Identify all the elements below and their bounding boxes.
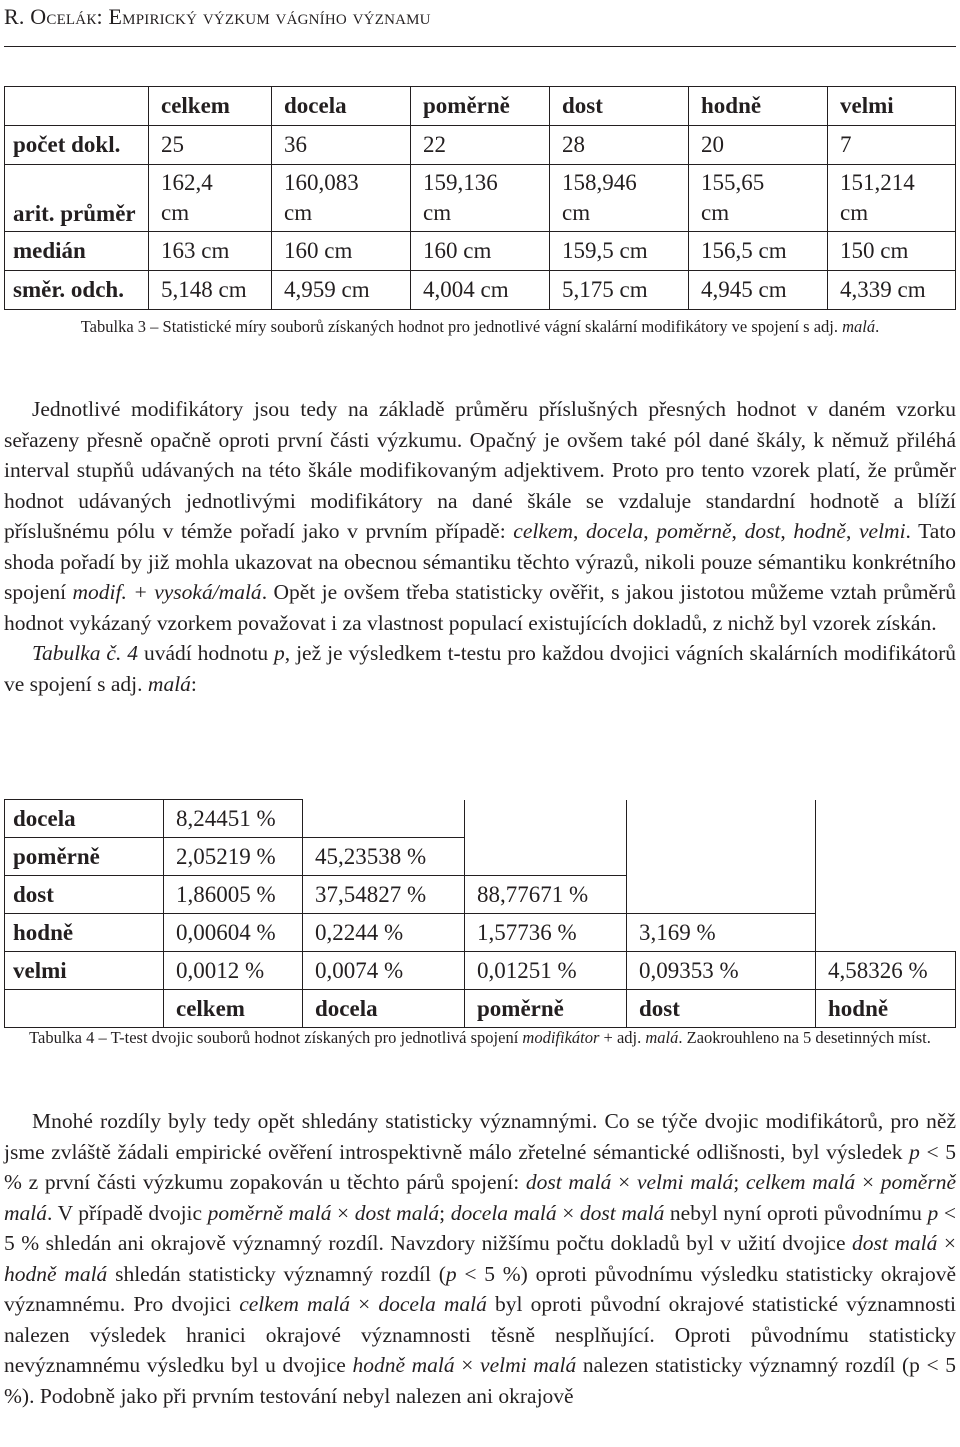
table-4-col-header: docela — [303, 990, 465, 1028]
empty-cell — [627, 876, 816, 914]
table-cell: 156,5 cm — [689, 232, 828, 271]
caption-italic: malá — [842, 317, 876, 336]
para-italic: poměrně malá — [207, 1200, 332, 1225]
row-label: docela — [5, 800, 164, 838]
para-text: byl oproti původní okrajové statistické významnosti nalezen výsledek hranici okrajové významnosti těsně nesplňující. Oproti původnímu statisticky nevýznamnému výsledku byl u dvojice — [4, 1292, 957, 1377]
table-3-header-row — [5, 87, 956, 126]
table-3-col-header: docela — [272, 87, 411, 126]
para-italic: modif. + vysoká/malá — [72, 580, 262, 604]
table-cell: 159,5 cm — [550, 232, 689, 271]
paragraph-2 — [4, 1106, 956, 1411]
empty-cell — [303, 800, 465, 838]
para-italic: dost malá — [579, 1200, 665, 1225]
para-italic: p — [927, 1200, 939, 1225]
row-label: počet dokl. — [5, 126, 149, 165]
para-text: , — [845, 519, 859, 543]
table-4-corner — [5, 990, 164, 1028]
table-cell: 37,54827 % — [303, 876, 465, 914]
table-row — [5, 126, 956, 165]
caption-text: . — [875, 317, 880, 336]
table-cell: 25 — [149, 126, 272, 165]
para-italic: docela — [585, 519, 644, 543]
para-text: , — [731, 519, 745, 543]
para-text: × — [331, 1200, 355, 1225]
para-italic: celkem — [513, 519, 573, 543]
table-cell: 5,148 cm — [149, 271, 272, 310]
para-italic: docela malá — [378, 1292, 487, 1316]
table-cell: 8,24451 % — [164, 800, 303, 838]
table-row — [5, 876, 956, 914]
table-cell: 0,01251 % — [465, 952, 627, 990]
para-italic: hodně — [793, 519, 846, 543]
table-3 — [4, 86, 956, 310]
table-cell: 155,65 cm — [689, 165, 828, 232]
running-head-text: R. Oceláк: Empirický výzkum vágního významu — [4, 4, 431, 29]
table-4-col-header: celkem — [164, 990, 303, 1028]
para-italic: poměrně malá — [4, 1170, 956, 1225]
para-italic: dost malá — [525, 1170, 612, 1194]
row-label: směr. odch. — [5, 271, 149, 310]
para-text: < 5 %) oproti původnímu výsledku statisticky okrajově významnému. Pro dvojici — [4, 1261, 956, 1316]
table-cell: 160 cm — [411, 232, 550, 271]
para-text: < 5 % shledán ani okrajově významný rozdíl. Navzdory nižšímu počtu dokladů byl v užití dvojice — [4, 1200, 956, 1255]
caption-text: Tabulka 3 – Statistické míry souborů získaných hodnot pro jednotlivé vágní skalární modifikátory ve spojení s adj. — [80, 317, 843, 336]
empty-cell — [816, 876, 956, 914]
table-4-caption — [20, 1027, 940, 1049]
table-3-caption — [20, 316, 940, 338]
para-text: , — [643, 519, 657, 543]
table-cell: 0,00604 % — [164, 914, 303, 952]
para-italic: velmi malá — [480, 1353, 577, 1377]
table-cell: 28 — [550, 126, 689, 165]
para-text: × — [855, 1170, 881, 1194]
table-row — [5, 800, 956, 838]
para-text: < 5 % z první části výzkumu zopakován u těchto párů spojení: — [4, 1139, 956, 1194]
table-cell: 4,58326 % — [816, 952, 956, 990]
table-cell: 160 cm — [272, 232, 411, 271]
para-italic: dost malá — [354, 1200, 440, 1225]
table-row — [5, 165, 956, 232]
table-4-col-header: poměrně — [465, 990, 627, 1028]
table-3-corner — [5, 87, 149, 126]
table-row — [5, 838, 956, 876]
caption-text: Tabulka 4 – T-test dvojic souborů hodnot získaných pro jednotlivá spojení — [29, 1028, 523, 1047]
para-italic: celkem malá — [745, 1170, 856, 1194]
empty-cell — [816, 838, 956, 876]
table-cell: 1,57736 % — [465, 914, 627, 952]
table-cell: 2,05219 % — [164, 838, 303, 876]
empty-cell — [627, 838, 816, 876]
para-text: . Opět je ovšem třeba statisticky ověřit, s jakou jistotou můžeme vztah průměrů hodnot vykázaný vzorkem považovat i za vlastnost populací existujících dokladů, z nichž byl vzorek získán. — [4, 580, 957, 635]
para-italic: velmi malá — [636, 1170, 734, 1194]
table-4-col-header: hodně — [816, 990, 956, 1028]
caption-italic: modifikátor — [522, 1028, 600, 1047]
para-italic: dost malá — [852, 1231, 938, 1255]
para-italic: p — [274, 641, 285, 665]
para-italic: malá — [147, 671, 191, 696]
table-cell: 4,945 cm — [689, 271, 828, 310]
para-italic: p — [909, 1139, 920, 1164]
table-cell: 3,169 % — [627, 914, 816, 952]
table-cell: 151,214 cm — [828, 165, 956, 232]
para-text: Mnohé rozdíly byly tedy opět shledány statisticky významnými. Co se týče dvojic modifikátorů, pro něž jsme zvláště žádali empirické ověření introspektivně málo zřetelné sémantické odlišnosti, byl výsledek — [4, 1109, 956, 1164]
para-italic: hodně malá — [352, 1353, 455, 1377]
table-cell: 4,339 cm — [828, 271, 956, 310]
table-cell: 160,083 cm — [272, 165, 411, 232]
table-cell: 163 cm — [149, 232, 272, 271]
table-cell: 1,86005 % — [164, 876, 303, 914]
caption-italic: malá — [645, 1028, 679, 1047]
row-label: velmi — [5, 952, 164, 990]
table-cell: 0,0012 % — [164, 952, 303, 990]
empty-cell — [465, 838, 627, 876]
para-text: . Tato shoda pořadí by již mohla ukazovat na obecnou sémantiku těchto výrazů, nikoli pouze sémantiku konkrétního spojení — [4, 519, 957, 604]
para-italic: poměrně — [656, 519, 732, 543]
para-italic: docela malá — [450, 1200, 557, 1225]
para-text: nalezen statisticky významný rozdíl (p < 5 %). Podobně jako při prvním testování nebyl nalezen ani okrajově — [4, 1353, 957, 1408]
para-text: , jež je výsledkem t-testu pro každou dvojici vágních skalárních modifikátorů ve spojení s adj. — [4, 641, 956, 696]
table-3-col-header: poměrně — [411, 87, 550, 126]
table-3-col-header: hodně — [689, 87, 828, 126]
table-cell: 159,136 cm — [411, 165, 550, 232]
paragraph-1 — [4, 394, 956, 699]
para-text: × — [454, 1353, 481, 1377]
para-text: × — [556, 1200, 580, 1225]
para-text: shledán statisticky významný rozdíl ( — [107, 1261, 446, 1286]
row-label: arit. průměr — [5, 165, 149, 232]
para-text: uvádí hodnotu — [138, 641, 275, 665]
para-text: ; — [439, 1200, 451, 1225]
table-cell: 4,959 cm — [272, 271, 411, 310]
table-cell: 36 — [272, 126, 411, 165]
table-cell: 5,175 cm — [550, 271, 689, 310]
table-cell: 0,09353 % — [627, 952, 816, 990]
para-text: × — [937, 1231, 956, 1255]
empty-cell — [627, 800, 816, 838]
para-text: × — [350, 1292, 379, 1316]
table-row — [5, 271, 956, 310]
table-row — [5, 232, 956, 271]
para-text: , — [780, 519, 794, 543]
table-cell: 22 — [411, 126, 550, 165]
para-text: ; — [733, 1170, 746, 1194]
para-italic: dost — [744, 519, 781, 543]
para-italic: p — [445, 1261, 457, 1286]
para-text: : — [190, 671, 197, 696]
empty-cell — [816, 800, 956, 838]
table-3-col-header: celkem — [149, 87, 272, 126]
table-cell: 158,946 cm — [550, 165, 689, 232]
para-italic: hodně malá — [4, 1261, 108, 1286]
running-head — [4, 4, 431, 30]
para-italic: celkem malá — [239, 1292, 350, 1316]
table-4-col-header: dost — [627, 990, 816, 1028]
empty-cell — [465, 800, 627, 838]
table-cell: 88,77671 % — [465, 876, 627, 914]
empty-cell — [816, 914, 956, 952]
table-cell: 45,23538 % — [303, 838, 465, 876]
para-text: × — [611, 1170, 637, 1194]
table-4 — [4, 799, 956, 1028]
row-label: dost — [5, 876, 164, 914]
table-cell: 4,004 cm — [411, 271, 550, 310]
table-cell: 0,0074 % — [303, 952, 465, 990]
table-row — [5, 914, 956, 952]
para-text: . V případě dvojic — [47, 1200, 208, 1225]
table-4-header-row — [5, 990, 956, 1028]
para-text: , — [572, 519, 586, 543]
table-cell: 162,4 cm — [149, 165, 272, 232]
para-italic: velmi — [858, 519, 906, 543]
row-label: poměrně — [5, 838, 164, 876]
header-rule — [4, 46, 956, 47]
table-row — [5, 952, 956, 990]
row-label: hodně — [5, 914, 164, 952]
table-3-col-header: dost — [550, 87, 689, 126]
caption-text: . Zaokrouhleno na 5 desetinných míst. — [678, 1028, 931, 1047]
table-cell: 0,2244 % — [303, 914, 465, 952]
table-3-col-header: velmi — [828, 87, 956, 126]
caption-text: + adj. — [599, 1028, 646, 1047]
table-cell: 20 — [689, 126, 828, 165]
table-cell: 7 — [828, 126, 956, 165]
para-italic: Tabulka č. 4 — [32, 641, 139, 665]
para-text: Jednotlivé modifikátory jsou tedy na základě průměru příslušných přesných hodnot v daném vzorku seřazeny přesně opačně oproti první části výzkumu. Opačný je ovšem také pól dané škály, k němuž přiléhá interval stupňů udávaných na této škále modifikovaným adjektivem. Proto pro tento vzorek platí, že průměr hodnot udávaných jednotlivými modifikátory na dané škále se vzdaluje standardní hodnotě a blíží příslušnému pólu v témže pořadí jako v prvním případě: — [4, 397, 956, 543]
table-cell: 150 cm — [828, 232, 956, 271]
row-label: medián — [5, 232, 149, 271]
para-text: nebyl nyní oproti původnímu — [664, 1200, 928, 1225]
